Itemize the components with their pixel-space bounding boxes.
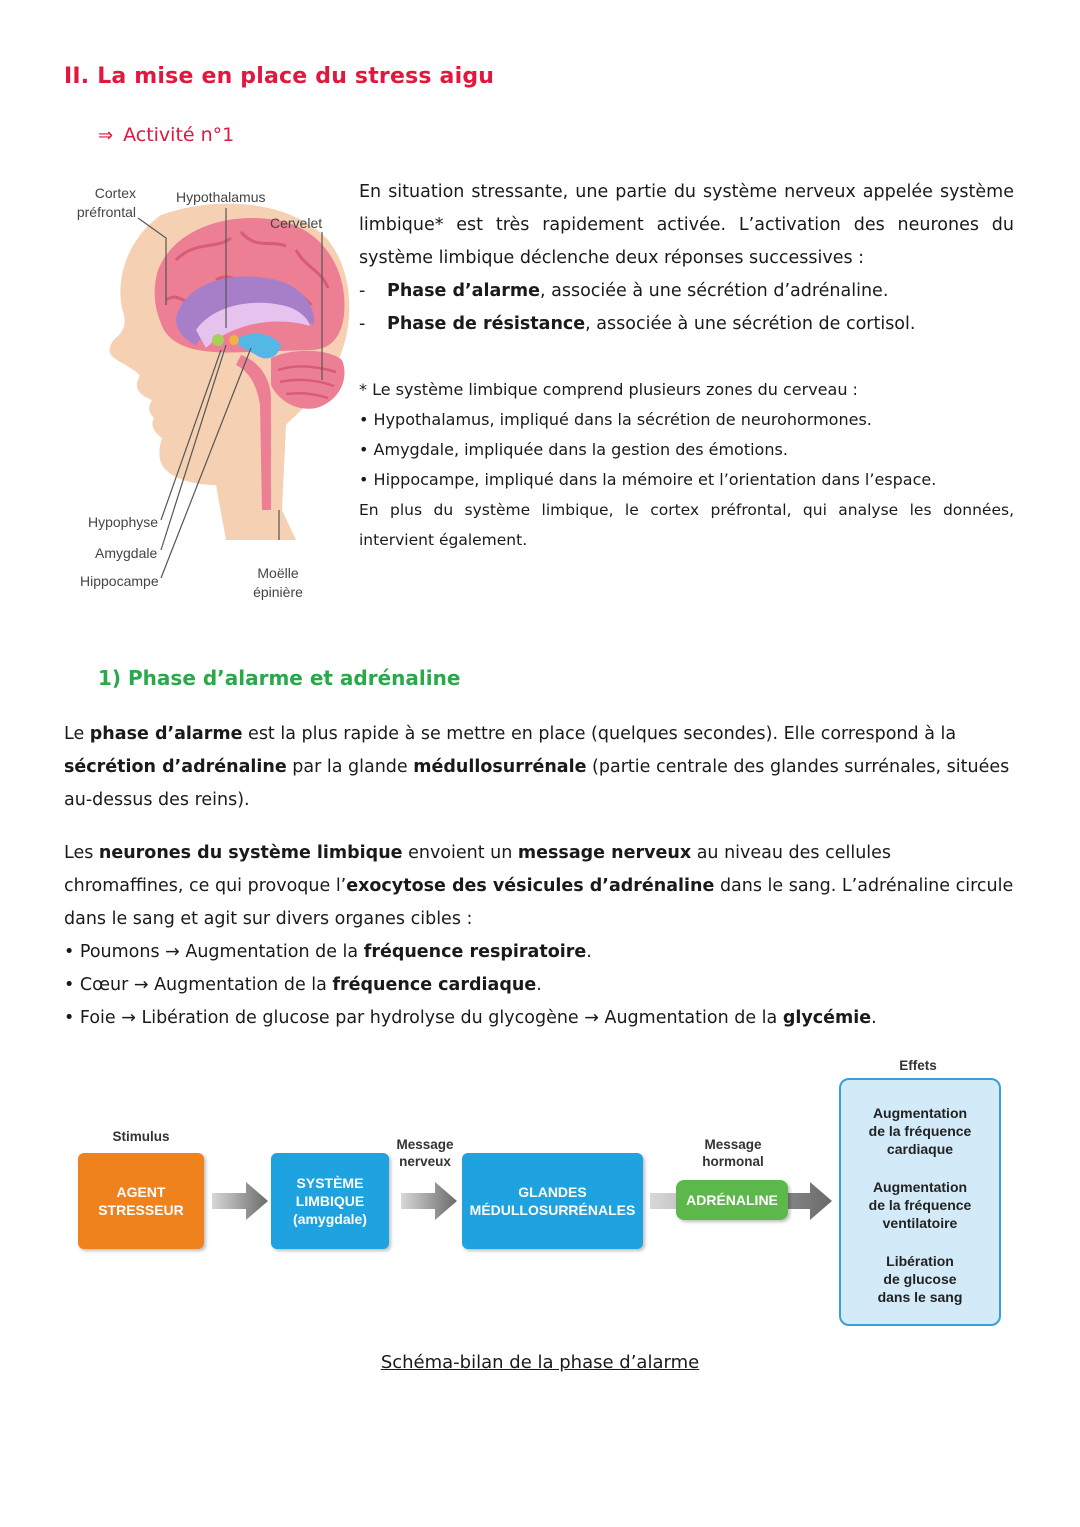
list-item: • Amygdale, impliquée dans la gestion des émotions. [359,440,788,459]
label-hypophyse: Hypophyse [88,514,159,530]
arrow-1-icon [212,1182,268,1220]
list-item: • Cœur → Augmentation de la fréquence cardiaque. [64,975,542,995]
stimulus-label: Stimulus [112,1129,170,1144]
label-moelle: Moëlle épinière [253,565,303,600]
list-item: - Phase de résistance, associée à une sécrétion de cortisol. [359,314,916,334]
alarm-paragraph-1: Le phase d’alarme est la plus rapide à se mettre en place (quelques secondes). Elle correspond à la sécrétion d’adrénaline par la glande médullosurrénale (partie centrale des glandes surrénales, situées au-dessus des reins). [64,724,1010,810]
section-title: II. La mise en place du stress aigu [64,64,495,89]
list-item: • Hippocampe, impliqué dans la mémoire et l’orientation dans l’espace. [359,470,937,489]
diagram-caption: Schéma-bilan de la phase d’alarme [380,1352,700,1373]
label-cortex-prefrontal: Cortex préfrontal [76,185,136,220]
label-hippocampe: Hippocampe [80,573,159,589]
intro-paragraph: En situation stressante, une partie du système nerveux appelée système limbique* est très rapidement activée. L’activation des neurones du système limbique déclenche deux réponses successives : [359,182,1014,268]
intro-list [359,275,1014,341]
list-item: • Poumons → Augmentation de la fréquence respiratoire. [64,942,592,962]
list-item: • Foie → Libération de glucose par hydrolyse du glycogène → Augmentation de la glycémie. [64,1008,877,1028]
message-hormonal-label: Message hormonal [702,1137,764,1169]
label-hypothalamus: Hypothalamus [176,189,266,205]
list-item: • Hypothalamus, impliqué dans la sécrétion de neurohormones. [359,410,872,429]
activity-label: Activité n°1 [123,124,235,146]
adrenaline-box: ADRÉNALINE [676,1180,788,1220]
note-title: * Le système limbique comprend plusieurs zones du cerveau : [359,380,858,399]
limbic-note [359,375,1014,555]
note-tail: En plus du système limbique, le cortex préfrontal, qui analyse les données, intervient également. [359,501,1014,549]
label-cervelet: Cervelet [270,215,323,231]
label-amygdale: Amygdale [95,545,158,561]
effets-label: Effets [899,1058,937,1073]
list-item: - Phase d’alarme, associée à une sécrétion d’adrénaline. [359,281,889,301]
double-arrow-icon: ⇒ [98,125,114,146]
effet-item: Libération de glucose dans le sang [877,1253,963,1305]
effet-item: Augmentation de la fréquence ventilatoire [868,1179,972,1231]
subsection-title: 1) Phase d’alarme et adrénaline [98,666,461,690]
arrow-2-icon [401,1182,457,1220]
message-nerveux-label: Message nerveux [396,1137,454,1169]
effets-box [839,1078,1001,1326]
alarm-paragraph-2: Les neurones du système limbique envoient un message nerveux au niveau des cellules chromaffines, ce qui provoque l’exocytose des vésicules d’adrénaline dans le sang. L’adrénaline circule dans le sang et agit sur divers organes cibles : • Poumons → Augmentation de la fréquence respiratoire. • Cœur → Augmentation de la fréquence cardiaque. • Foie → Libération de glucose par hydrolyse du glycogène → Augmentation de la glycémie. [64,837,1014,1035]
systeme-limbique-box: SYSTÈME LIMBIQUE (amygdale) [271,1153,389,1249]
activity-heading [98,124,234,146]
glandes-box: GLANDES MÉDULLOSURRÉNALES [462,1153,643,1249]
effet-item: Augmentation de la fréquence cardiaque [868,1105,972,1157]
agent-stresseur-box: AGENT STRESSEUR [78,1153,204,1249]
